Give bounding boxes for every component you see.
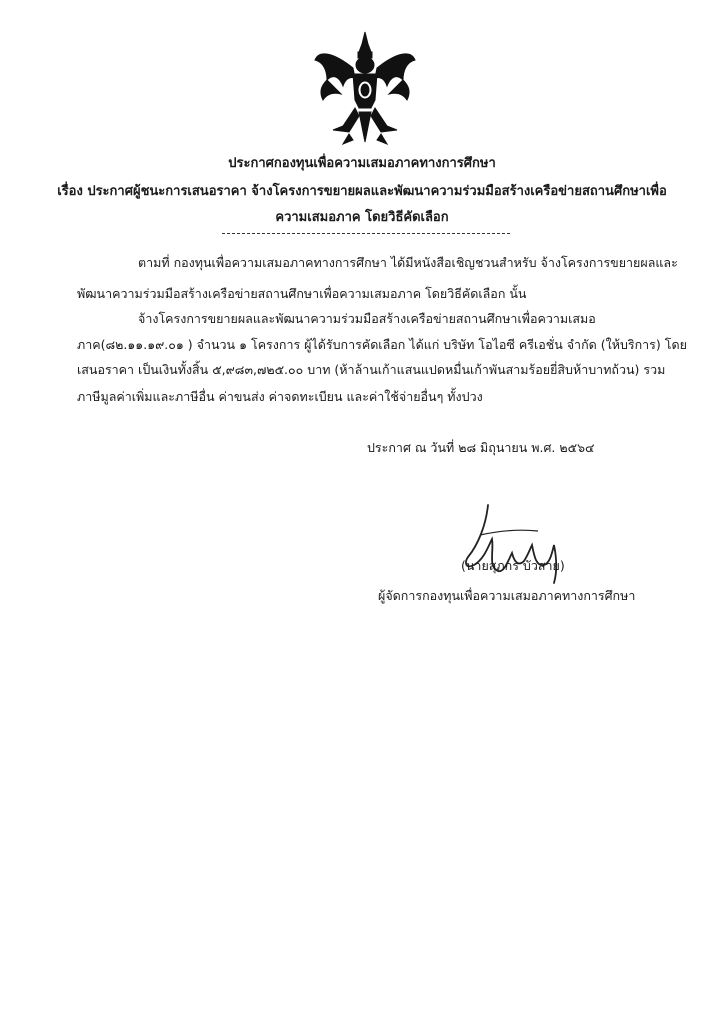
document-subject-line-1: เรื่อง ประกาศผู้ชนะการเสนอราคา จ้างโครงการขยายผลและพัฒนาความร่วมมือสร้างเครือข่ายสถานศึกษาเพื่อ (57, 184, 667, 199)
body-line: ตามที่ กองทุนเพื่อความเสมอภาคทางการศึกษา ได้มีหนังสือเชิญชวนสำหรับ จ้างโครงการขยายผลและ (138, 255, 678, 270)
body-line: พัฒนาความร่วมมือสร้างเครือข่ายสถานศึกษาเพื่อความเสมอภาค โดยวิธีคัดเลือก นั้น (77, 286, 527, 301)
body-line: เสนอราคา เป็นเงินทั้งสิ้น ๕,๙๘๓,๗๒๕.๐๐ บาท (ห้าล้านเก้าแสนแปดหมื่นเก้าพันสามร้อยยี่สิบห้าบาทถ้วน) รวม (77, 362, 666, 377)
dashed-divider (222, 233, 510, 234)
garuda-emblem-icon (313, 30, 417, 148)
body-line: ภาษีมูลค่าเพิ่มและภาษีอื่น ค่าขนส่ง ค่าจดทะเบียน และค่าใช้จ่ายอื่นๆ ทั้งปวง (77, 389, 483, 404)
signature-icon (458, 495, 568, 590)
document-subject-line-2: ความเสมอภาค โดยวิธีคัดเลือก (275, 210, 449, 225)
body-line: จ้างโครงการขยายผลและพัฒนาความร่วมมือสร้างเครือข่ายสถานศึกษาเพื่อความเสมอ (138, 311, 596, 326)
announcement-date: ประกาศ ณ วันที่ ๒๘ มิถุนายน พ.ศ. ๒๕๖๔ (367, 440, 595, 455)
signatory-position: ผู้จัดการกองทุนเพื่อความเสมอภาคทางการศึกษา (378, 588, 636, 603)
signatory-name: (นายสุภกร บัวสาย) (461, 558, 565, 573)
document-heading: ประกาศกองทุนเพื่อความเสมอภาคทางการศึกษา (228, 156, 496, 171)
body-line: ภาค(๘๒.๑๑.๑๙.๐๑ ) จำนวน ๑ โครงการ ผู้ได้รับการคัดเลือก ได้แก่ บริษัท โอไอซี ครีเอชั่น จำกัด (ให้บริการ) โดย (77, 337, 687, 352)
